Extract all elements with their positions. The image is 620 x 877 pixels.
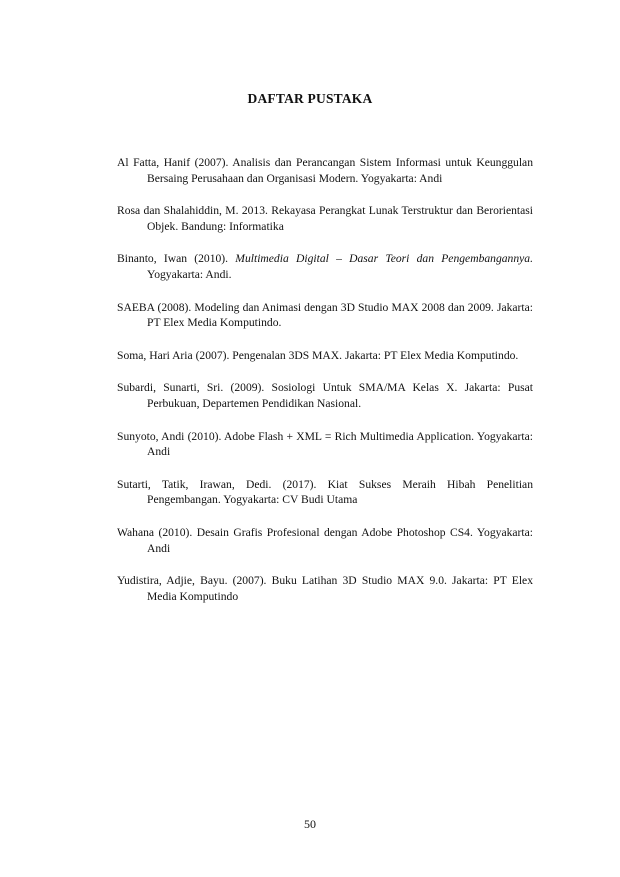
- page-title: DAFTAR PUSTAKA: [247, 91, 373, 106]
- reference-entry: [117, 203, 533, 234]
- reference-text: Yudistira, Adjie, Bayu. (2007). Buku Latihan 3D Studio MAX 9.0. Jakarta: PT Elex Media Komputindo: [117, 574, 533, 603]
- reference-text: Sutarti, Tatik, Irawan, Dedi. (2017). Kiat Sukses Meraih Hibah Penelitian Pengembangan. Yogyakarta: CV Budi Utama: [117, 477, 533, 507]
- reference-entry: [117, 251, 533, 282]
- reference-text: Soma, Hari Aria (2007). Pengenalan 3DS MAX. Jakarta: PT Elex Media Komputindo.: [117, 348, 519, 362]
- reference-entry: [117, 300, 533, 331]
- reference-entry: [117, 525, 533, 556]
- reference-text: Subardi, Sunarti, Sri. (2009). Sosiologi Untuk SMA/MA Kelas X. Jakarta: Pusat Perbukuan, Departemen Pendidikan Nasional.: [117, 381, 533, 410]
- reference-text: Binanto, Iwan (2010).: [117, 252, 236, 266]
- reference-text: Rosa dan Shalahiddin, M. 2013. Rekayasa Perangkat Lunak Terstruktur dan Berorientasi Objek. Bandung: Informatika: [117, 204, 533, 233]
- reference-title-italic: Multimedia Digital – Dasar Teori dan Pengembangannya.: [235, 252, 533, 266]
- reference-entry: [117, 348, 533, 364]
- reference-entry: [117, 573, 533, 604]
- page-number: 50: [304, 817, 316, 831]
- reference-entry: [117, 429, 533, 460]
- reference-entry: [117, 155, 533, 186]
- reference-text-tail: Yogyakarta: Andi.: [147, 267, 232, 281]
- reference-list: [117, 155, 533, 621]
- reference-text: Sunyoto, Andi (2010). Adobe Flash + XML = Rich Multimedia Application. Yogyakarta: Andi: [117, 429, 533, 459]
- reference-entry: [117, 380, 533, 411]
- reference-text: SAEBA (2008). Modeling dan Animasi dengan 3D Studio MAX 2008 dan 2009. Jakarta: PT Elex Media Komputindo.: [117, 300, 533, 330]
- reference-text: Al Fatta, Hanif (2007). Analisis dan Perancangan Sistem Informasi untuk Keunggulan Bersaing Perusahaan dan Organisasi Modern. Yogyakarta: Andi: [117, 156, 533, 185]
- reference-entry: [117, 477, 533, 508]
- reference-text: Wahana (2010). Desain Grafis Profesional dengan Adobe Photoshop CS4. Yogyakarta: Andi: [117, 525, 533, 555]
